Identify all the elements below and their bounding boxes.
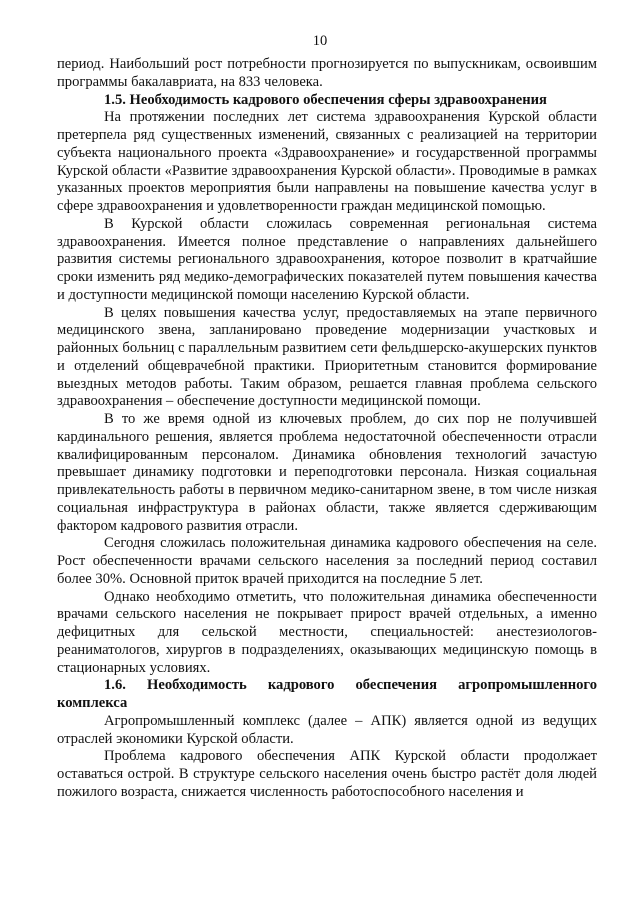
section-heading-1-6: 1.6. Необходимость кадрового обеспечения агропромышленного комплекса <box>57 677 597 711</box>
paragraph: период. Наибольший рост потребности прогнозируется по выпускникам, освоившим программы бакалавриата, на 833 человека. <box>57 56 597 90</box>
paragraph: В целях повышения качества услуг, предоставляемых на этапе первичного медицинского звена, запланировано проведение модернизации участковых и районных больниц с параллельным развитием сети фельдшерско-акушерских пунктов и отделений общеврачебной практики. Приоритетным становится формирование выездных методов работы. Таким образом, решается главная проблема сельского здравоохранения – обеспечение доступности медицинской помощи. <box>57 304 597 410</box>
paragraph: В Курской области сложилась современная региональная система здравоохранения. Имеется полное представление о направлениях дальнейшего развития системы регионального здравоохранения, которое позволит в кратчайшие сроки изменить ряд медико-демографических показателей путем повышения качества и доступности медицинской помощи населению Курской области. <box>57 215 597 303</box>
page-number: 10 <box>312 33 328 49</box>
paragraph: Сегодня сложилась положительная динамика кадрового обеспечения на селе. Рост обеспеченности врачами сельского населения за последний период составил более 30%. Основной приток врачей приходится на последние 5 лет. <box>57 535 597 587</box>
paragraph: На протяжении последних лет система здравоохранения Курской области претерпела ряд существенных изменений, связанных с реализацией на территории субъекта национального проекта «Здравоохранение» и государственной программы Курской области «Развитие здравоохранения Курской области». Проводимые в рамках указанных проектов мероприятия были направлены на повышение качества услуг в сфере здравоохранения и удовлетворенности граждан медицинской помощью. <box>57 109 597 214</box>
document-body <box>57 56 597 802</box>
paragraph: Однако необходимо отметить, что положительная динамика обеспеченности врачами сельского населения не покрывает прирост врачей отдельных, а именно дефицитных для сельской местности, специальностей: анестезиологов-реаниматологов, хирургов в подразделениях, оказывающих медицинскую помощь в стационарных условиях. <box>57 588 597 676</box>
paragraph: Проблема кадрового обеспечения АПК Курской области продолжает оставаться острой. В структуре сельского населения очень быстро растёт доля людей пожилого возраста, снижается численность работоспособного населения и <box>57 748 597 800</box>
paragraph: Агропромышленный комплекс (далее – АПК) является одной из ведущих отраслей экономики Курской области. <box>57 712 597 747</box>
paragraph: В то же время одной из ключевых проблем, до сих пор не получившей кардинального решения, является проблема недостаточной обеспеченности отрасли квалифицированным персоналом. Динамика обновления технологий зачастую превышает динамику подготовки и переподготовки персонала. Низкая социальная привлекательность работы в первичном медико-санитарном звене, в том числе низкая социальная инфраструктура в районах области, также является сдерживающим фактором кадрового развития отрасли. <box>57 411 597 534</box>
section-heading-1-5: 1.5. Необходимость кадрового обеспечения сферы здравоохранения <box>104 91 547 108</box>
